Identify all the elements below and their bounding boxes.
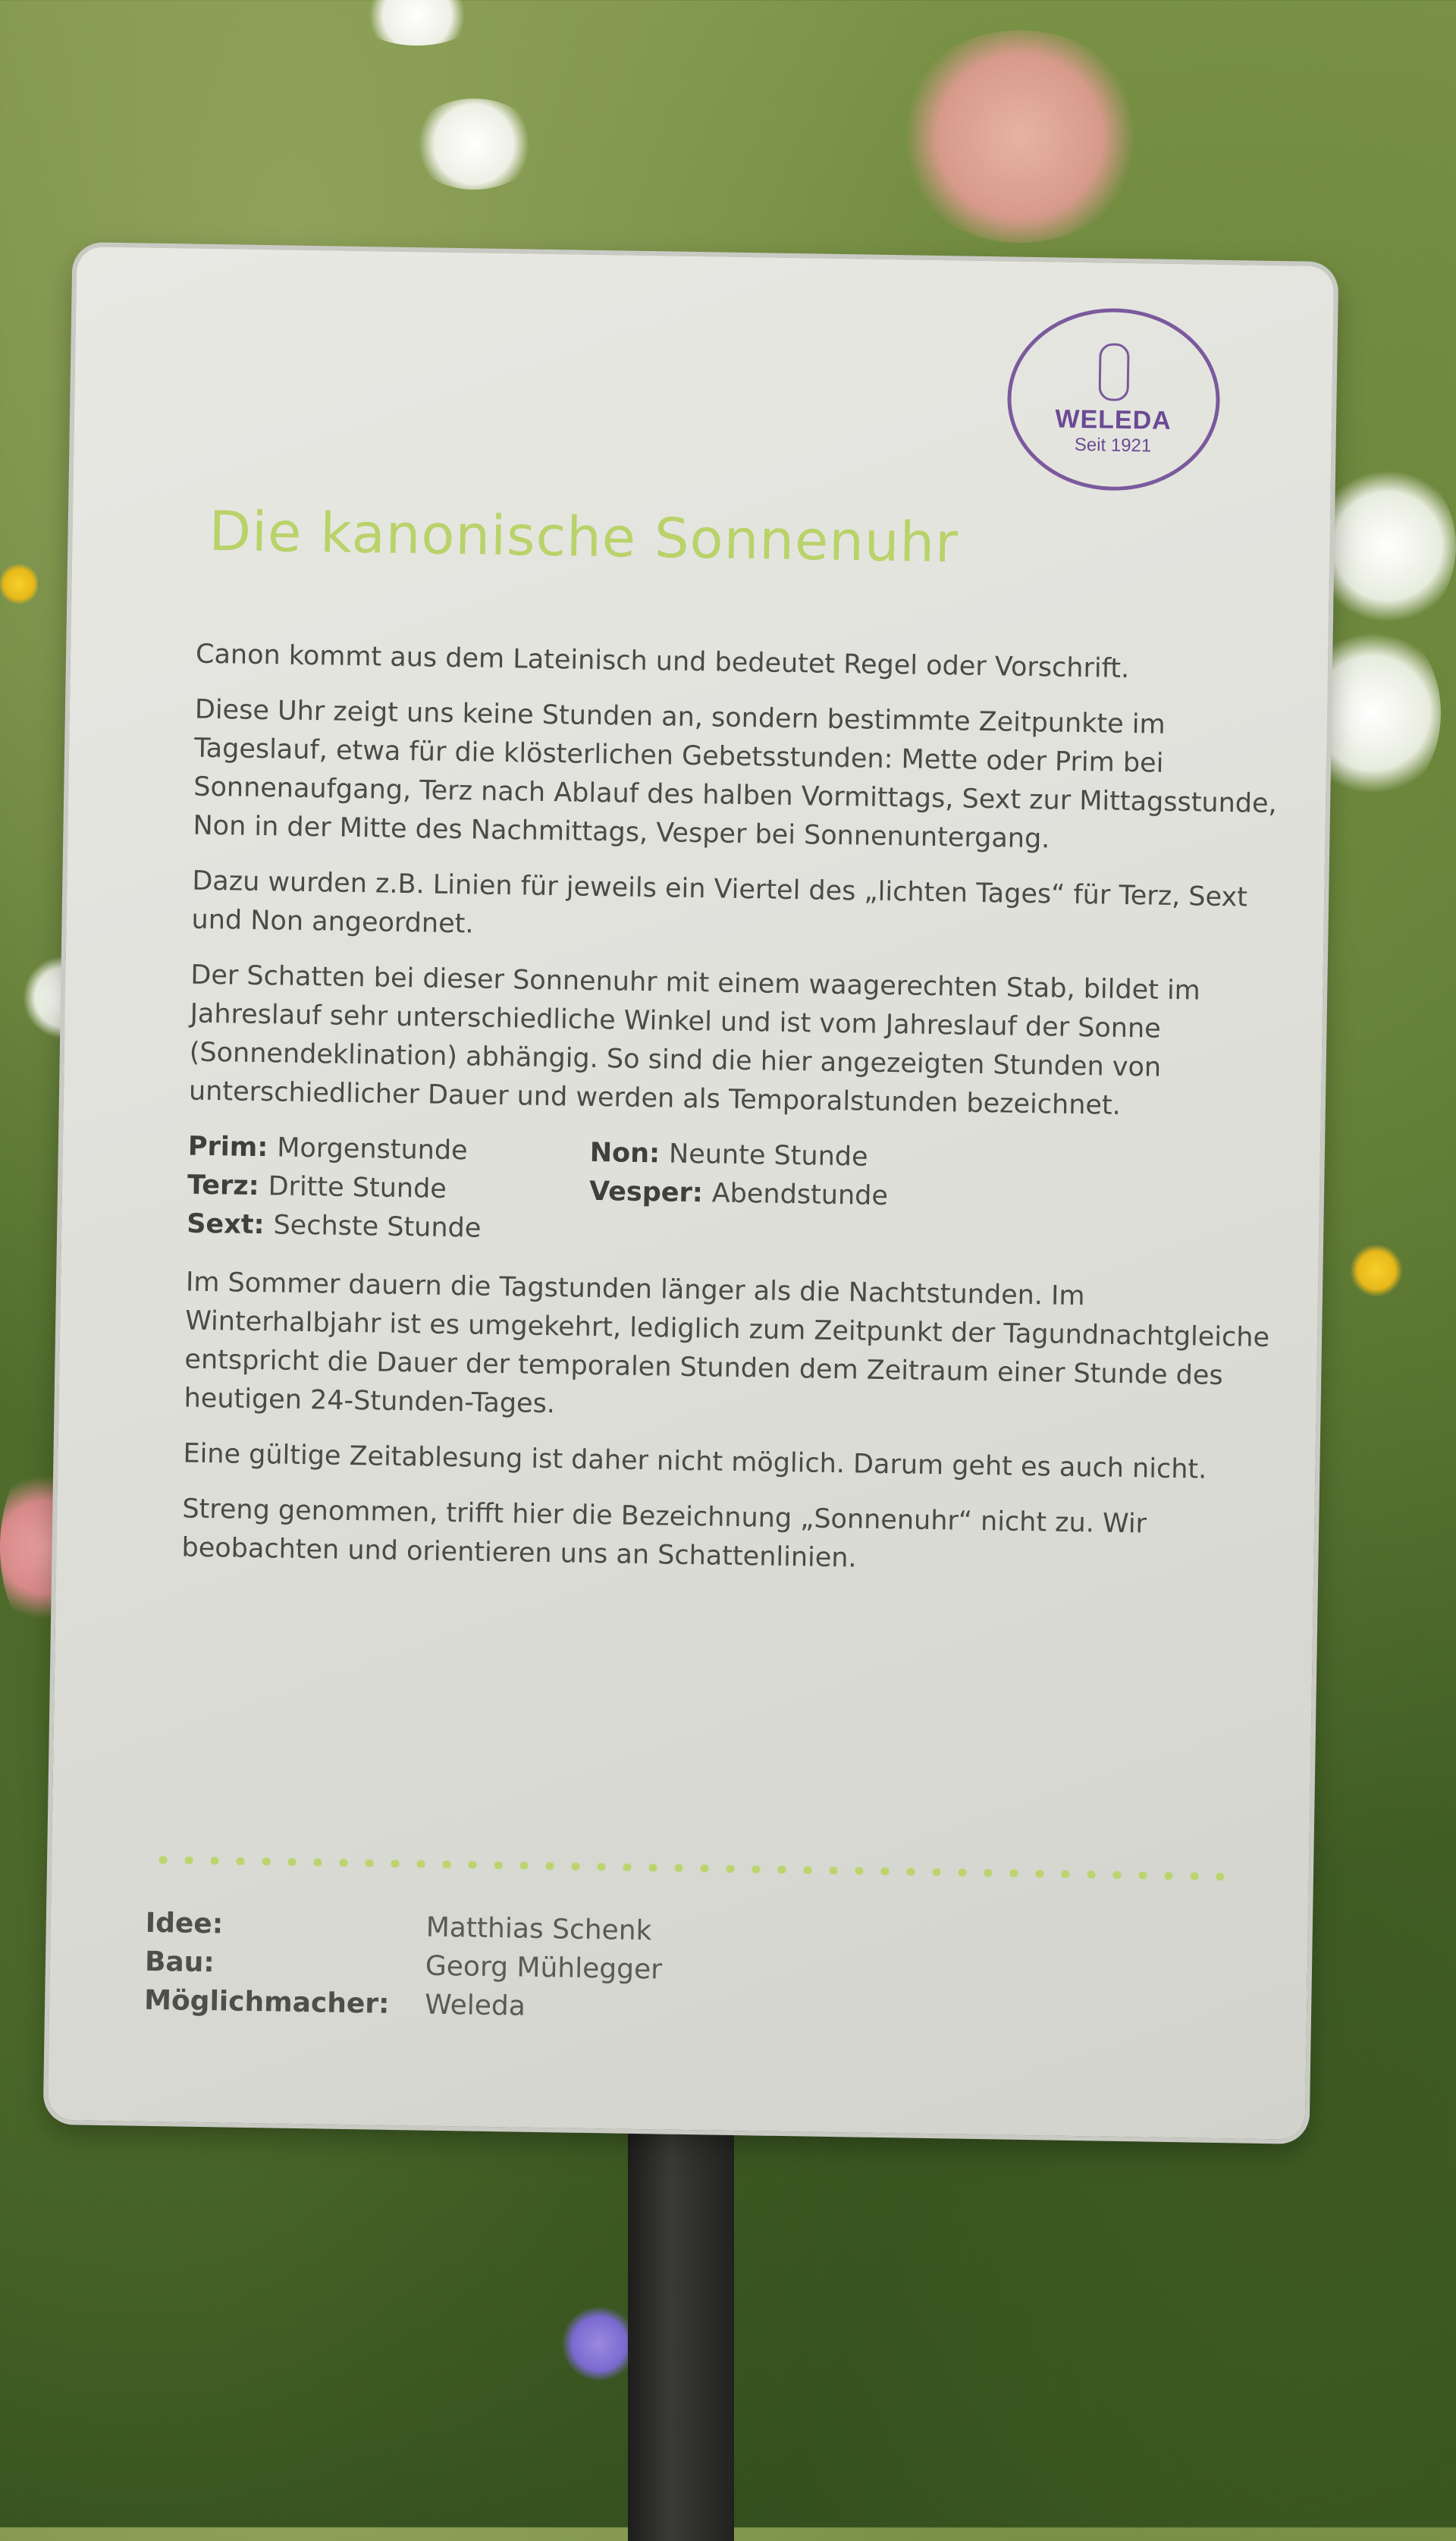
paragraph: Der Schatten bei dieser Sonnenuhr mit einem waagerechten Stab, bildet im Jahreslauf sehr unterschiedliche Winkel und ist vom Jahreslauf der Sonne (Sonnendeklination) abhängig. So sind die hier angezeigten Stunden von unterschiedlicher Dauer und werden als Temporalstunden bezeichnet. xyxy=(188,960,1201,1121)
hour-item xyxy=(187,1205,589,1250)
logo-brand: WELEDA xyxy=(1055,404,1172,435)
hour-desc: Morgenstunde xyxy=(276,1132,468,1167)
paragraph: Canon kommt aus dem Lateinisch und bedeutet Regel oder Vorschrift. xyxy=(195,639,1130,684)
weleda-logo xyxy=(1006,306,1222,492)
hydrangea-flower xyxy=(895,30,1145,243)
sign-title: Die kanonische Sonnenuhr xyxy=(208,498,959,575)
yellow-flower xyxy=(1350,1244,1403,1297)
credit-label: Idee: xyxy=(145,1907,224,1940)
hours-list xyxy=(187,1128,1280,1261)
information-sign xyxy=(48,247,1335,2140)
blue-flower xyxy=(561,2306,637,2382)
hour-name: Sext: xyxy=(186,1208,265,1241)
hour-desc: Sechste Stunde xyxy=(273,1210,482,1244)
sign-body xyxy=(181,636,1288,1601)
hour-name: Prim: xyxy=(187,1131,268,1164)
credit-label: Bau: xyxy=(144,1946,215,1979)
credit-value: Weleda xyxy=(424,1989,526,2022)
sign-post xyxy=(628,2116,734,2541)
credit-label: Möglichmacher: xyxy=(143,1984,390,2020)
credit-value: Georg Mühlegger xyxy=(425,1950,663,1986)
hour-desc: Dritte Stunde xyxy=(268,1171,447,1205)
hour-item xyxy=(187,1167,590,1211)
hour-item xyxy=(187,1128,590,1173)
white-flower xyxy=(356,0,478,46)
hour-desc: Abendstunde xyxy=(711,1178,889,1212)
white-flower xyxy=(410,99,538,190)
hour-name: Terz: xyxy=(187,1170,259,1202)
credit-value: Matthias Schenk xyxy=(425,1911,652,1947)
paragraph: Diese Uhr zeigt uns keine Stunden an, sondern bestimmte Zeitpunkte im Tageslauf, etwa für die klösterlichen Gebetsstunden: Mette oder Prim bei Sonnenaufgang, Terz nach Ablauf des halben Vormittags, Sext zur Mittagsstunde, Non in der Mitte des Nachmittags, Vesper bei Sonnenuntergang. xyxy=(193,694,1278,855)
hour-name: Vesper: xyxy=(588,1176,704,1209)
paragraph: Eine gültige Zeitablesung ist daher nicht möglich. Darum geht es auch nicht. xyxy=(183,1438,1207,1485)
hour-desc: Neunte Stunde xyxy=(668,1139,868,1173)
credits xyxy=(144,1908,663,2024)
caduceus-icon xyxy=(1098,343,1129,401)
white-flower xyxy=(1320,463,1456,630)
paragraph: Streng genommen, trifft hier die Bezeichnung „Sonnenuhr“ nicht zu. Wir beobachten und orientieren uns an Schattenlinien. xyxy=(181,1494,1147,1574)
dotted-divider xyxy=(150,1856,1227,1880)
paragraph: Im Sommer dauern die Tagstunden länger als die Nachtstunden. Im Winterhalbjahr ist es umgekehrt, lediglich zum Zeitpunkt der Tagundnachtgleiche entspricht die Dauer der temporalen Stunden dem Zeitraum einer Stunde des heutigen 24-Stunden-Tages. xyxy=(184,1267,1270,1420)
hour-name: Non: xyxy=(589,1137,661,1170)
yellow-flower xyxy=(0,561,38,607)
logo-since: Seit 1921 xyxy=(1074,434,1152,456)
paragraph: Dazu wurden z.B. Linien für jeweils ein Viertel des „lichten Tages“ für Terz, Sext und Non angeordnet. xyxy=(191,865,1248,940)
